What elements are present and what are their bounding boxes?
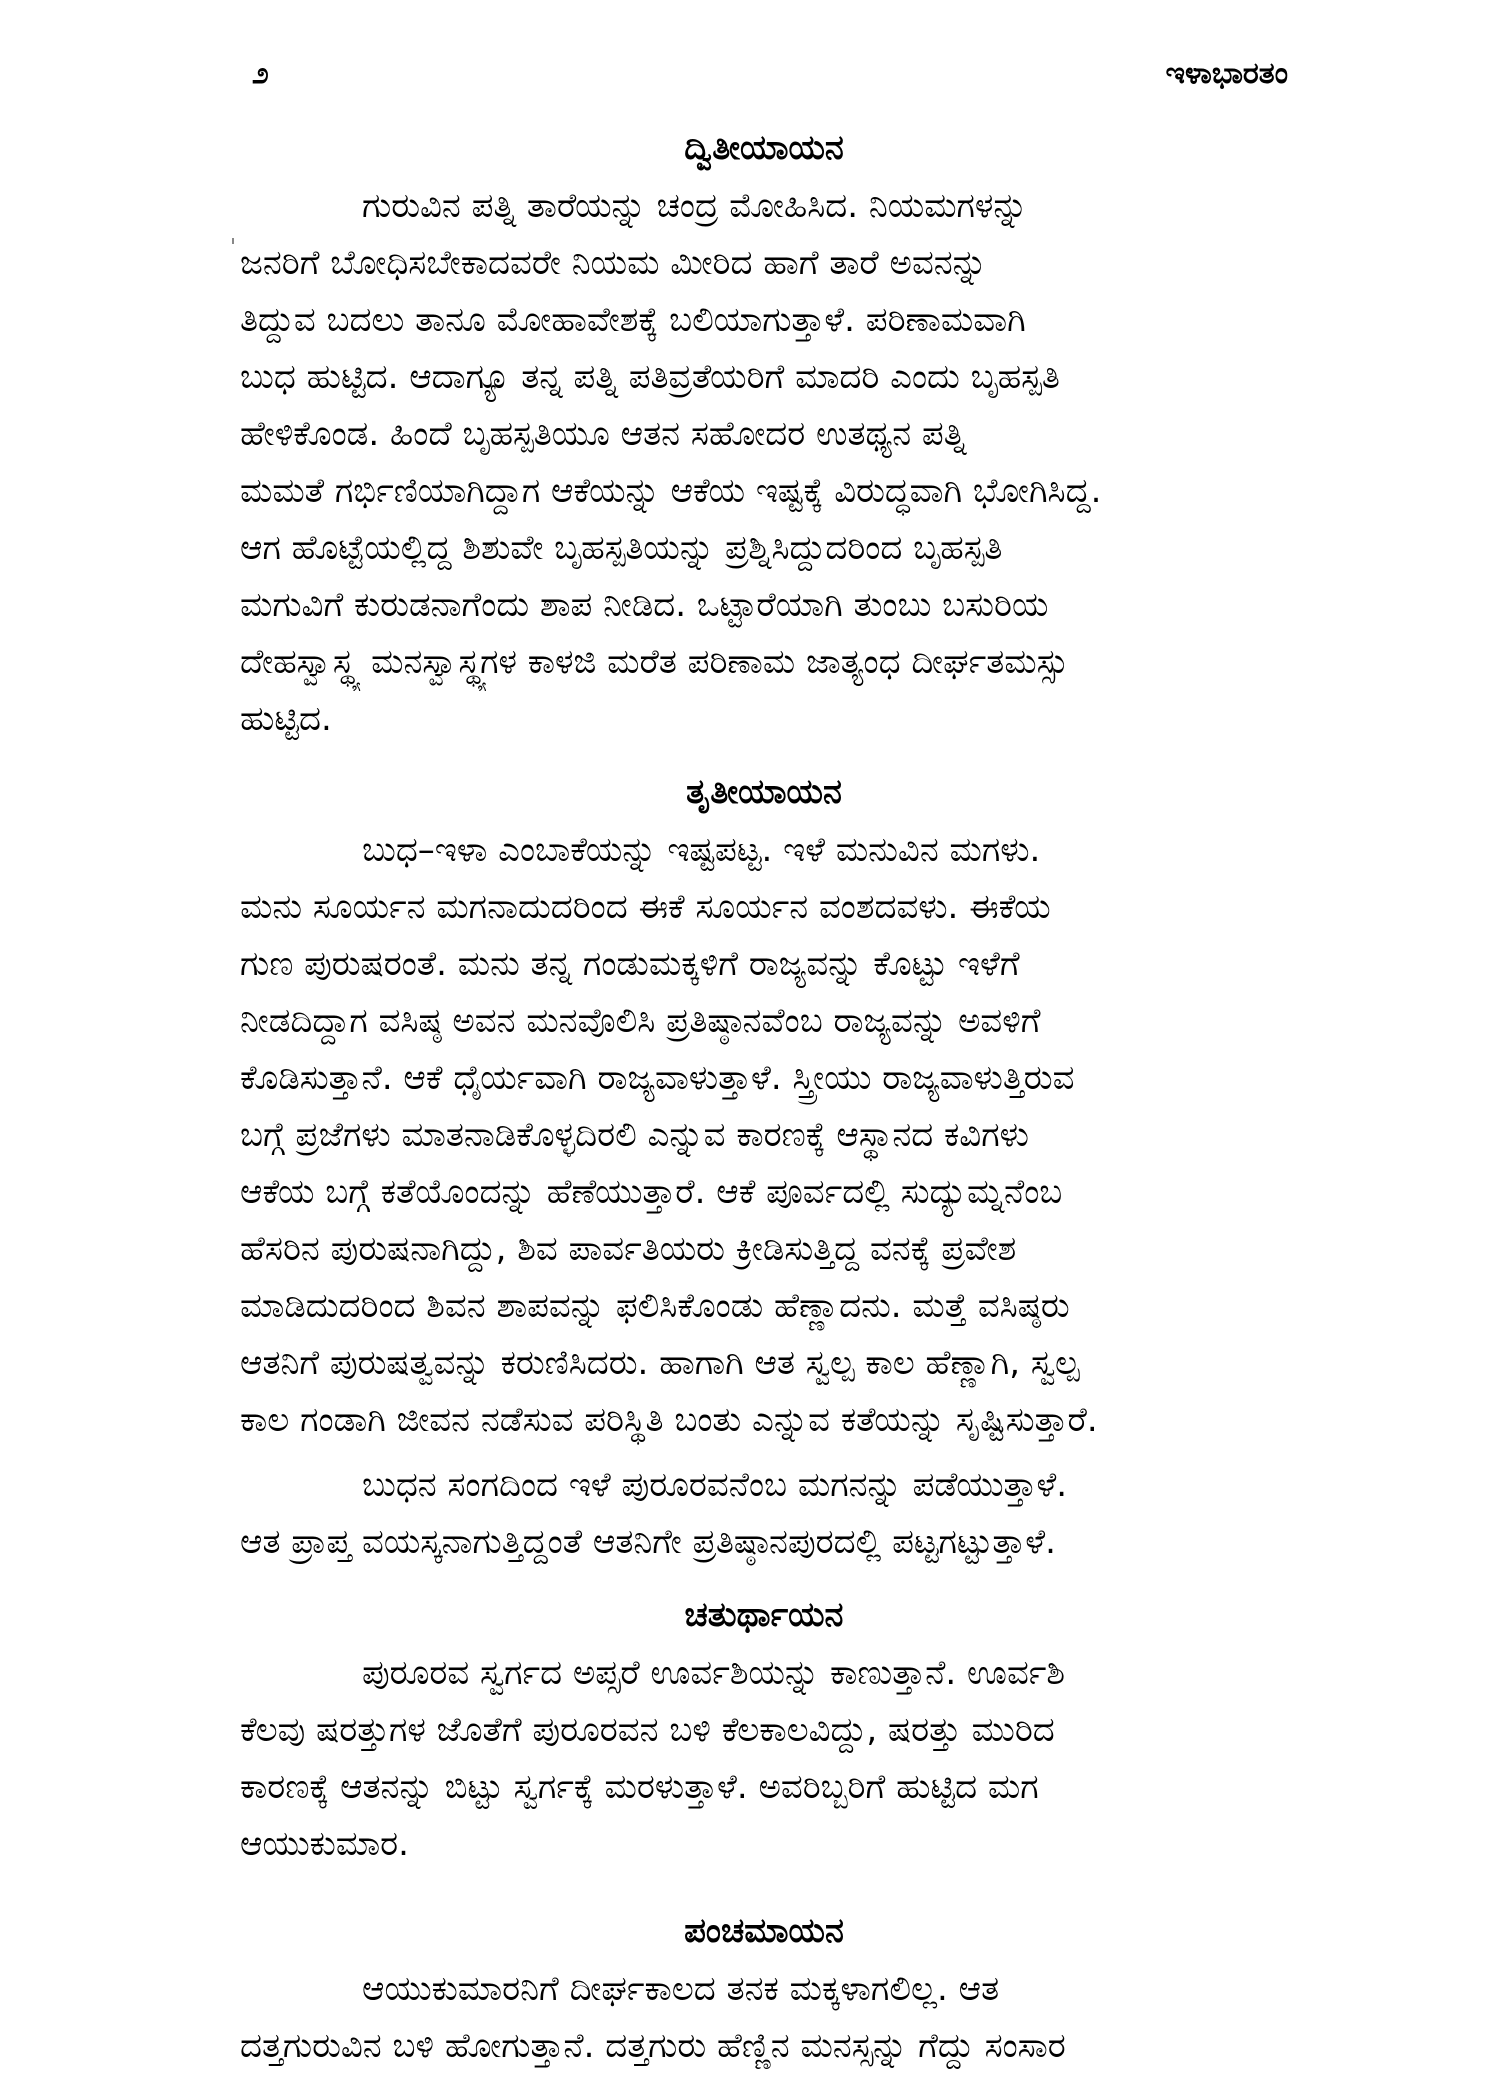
paragraph xyxy=(240,1457,1288,1571)
text-line: ಆಯುಕುಮಾರನಿಗೆ ದೀರ್ಘಕಾಲದ ತನಕ ಮಕ್ಕಳಾಗಲಿಲ್ಲ. ಆತ xyxy=(362,1969,1000,2009)
page-number: ೨ xyxy=(252,56,269,91)
paragraph xyxy=(240,822,1288,1449)
text-line: ದತ್ತಗುರುವಿನ ಬಳಿ ಹೋಗುತ್ತಾನೆ. ದತ್ತಗುರು ಹೆಣ್ಣಿನ ಮನಸ್ಸನ್ನು ಗೆದ್ದು ಸಂಸಾರ xyxy=(240,2026,1066,2066)
text-line: ಮಮತೆ ಗರ್ಭಿಣಿಯಾಗಿದ್ದಾಗ ಆಕೆಯನ್ನು ಆಕೆಯ ಇಷ್ಟಕ್ಕೆ ವಿರುದ್ಧವಾಗಿ ಭೋಗಿಸಿದ್ದ. xyxy=(240,471,1102,511)
text-line: ಬುಧ–ಇಳಾ ಎಂಬಾಕೆಯನ್ನು ಇಷ್ಟಪಟ್ಟ. ಇಳೆ ಮನುವಿನ ಮಗಳು. xyxy=(362,830,1041,870)
text-line: ಆಯುಕುಮಾರ. xyxy=(240,1824,409,1864)
book-page xyxy=(240,56,1288,2075)
text-line: ಮಗುವಿಗೆ ಕುರುಡನಾಗೆಂದು ಶಾಪ ನೀಡಿದ. ಒಟ್ಟಾರೆಯಾಗಿ ತುಂಬು ಬಸುರಿಯ xyxy=(240,585,1049,625)
text-line: ಬುಧ ಹುಟ್ಟಿದ. ಆದಾಗ್ಯೂ ತನ್ನ ಪತ್ನಿ ಪತಿವ್ರತೆಯರಿಗೆ ಮಾದರಿ ಎಂದು ಬೃಹಸ್ಪತಿ xyxy=(240,357,1060,397)
text-line: ಹೆಸರಿನ ಪುರುಷನಾಗಿದ್ದು, ಶಿವ ಪಾರ್ವತಿಯರು ಕ್ರೀಡಿಸುತ್ತಿದ್ದ ವನಕ್ಕೆ ಪ್ರವೇಶ xyxy=(240,1229,1017,1269)
text-line: ಕೆಲವು ಷರತ್ತುಗಳ ಜೊತೆಗೆ ಪುರೂರವನ ಬಳಿ ಕೆಲಕಾಲವಿದ್ದು, ಷರತ್ತು ಮುರಿದ xyxy=(240,1710,1055,1750)
text-line: ಪುರೂರವ ಸ್ವರ್ಗದ ಅಪ್ಸರೆ ಊರ್ವಶಿಯನ್ನು ಕಾಣುತ್ತಾನೆ. ಊರ್ವಶಿ xyxy=(362,1653,1066,1693)
text-line: ಕಾಲ ಗಂಡಾಗಿ ಜೀವನ ನಡೆಸುವ ಪರಿಸ್ಥಿತಿ ಬಂತು ಎನ್ನುವ ಕತೆಯನ್ನು ಸೃಷ್ಟಿಸುತ್ತಾರೆ. xyxy=(240,1400,1098,1440)
text-line: ನೀಡದಿದ್ದಾಗ ವಸಿಷ್ಠ ಅವನ ಮನವೊಲಿಸಿ ಪ್ರತಿಷ್ಠಾನವೆಂಬ ರಾಜ್ಯವನ್ನು ಅವಳಿಗೆ xyxy=(240,1001,1041,1041)
text-line: ಕಾರಣಕ್ಕೆ ಆತನನ್ನು ಬಿಟ್ಟು ಸ್ವರ್ಗಕ್ಕೆ ಮರಳುತ್ತಾಳೆ. ಅವರಿಬ್ಬರಿಗೆ ಹುಟ್ಟಿದ ಮಗ xyxy=(240,1767,1039,1807)
running-head xyxy=(240,56,1288,104)
text-line: ಜನರಿಗೆ ಬೋಧಿಸಬೇಕಾದವರೇ ನಿಯಮ ಮೀರಿದ ಹಾಗೆ ತಾರೆ ಅವನನ್ನು xyxy=(240,243,987,283)
paragraph xyxy=(240,1645,1288,1873)
section-heading-chaturthayana: ಚತುರ್ಥಾಯನ xyxy=(684,1595,844,1635)
text-line: ಬಗ್ಗೆ ಪ್ರಜೆಗಳು ಮಾತನಾಡಿಕೊಳ್ಳದಿರಲಿ ಎನ್ನುವ ಕಾರಣಕ್ಕೆ ಆಸ್ಥಾನದ ಕವಿಗಳು xyxy=(240,1115,1029,1155)
text-line: ಗುಣ ಪುರುಷರಂತೆ. ಮನು ತನ್ನ ಗಂಡುಮಕ್ಕಳಿಗೆ ರಾಜ್ಯವನ್ನು ಕೊಟ್ಟು ಇಳೆಗೆ xyxy=(240,944,1020,984)
paragraph xyxy=(240,178,1288,748)
text-line: ದೇಹಸ್ವಾಸ್ಥ್ಯ ಮನಸ್ವಾಸ್ಥ್ಯಗಳ ಕಾಳಜಿ ಮರೆತ ಪರಿಣಾಮ ಜಾತ್ಯಂಧ ದೀರ್ಘತಮಸ್ಸು xyxy=(240,642,1069,682)
margin-speck xyxy=(232,238,234,244)
text-line: ಮನು ಸೂರ್ಯನ ಮಗನಾದುದರಿಂದ ಈಕೆ ಸೂರ್ಯನ ವಂಶದವಳು. ಈಕೆಯ xyxy=(240,887,1051,927)
text-line: ತಿದ್ದುವ ಬದಲು ತಾನೂ ಮೋಹಾವೇಶಕ್ಕೆ ಬಲಿಯಾಗುತ್ತಾಳೆ. ಪರಿಣಾಮವಾಗಿ xyxy=(240,300,1026,340)
text-line: ಆಗ ಹೊಟ್ಟೆಯಲ್ಲಿದ್ದ ಶಿಶುವೇ ಬೃಹಸ್ಪತಿಯನ್ನು ಪ್ರಶ್ನಿಸಿದ್ದುದರಿಂದ ಬೃಹಸ್ಪತಿ xyxy=(240,528,1003,568)
text-line: ಹೇಳಿಕೊಂಡ. ಹಿಂದೆ ಬೃಹಸ್ಪತಿಯೂ ಆತನ ಸಹೋದರ ಉತಥ್ಯನ ಪತ್ನಿ xyxy=(240,414,967,454)
text-line: ಆಕೆಯ ಬಗ್ಗೆ ಕತೆಯೊಂದನ್ನು ಹೆಣೆಯುತ್ತಾರೆ. ಆಕೆ ಪೂರ್ವದಲ್ಲಿ ಸುದ್ಯುಮ್ನನೆಂಬ xyxy=(240,1172,1063,1212)
section-heading-dvitiyayana: ದ್ವಿತೀಯಾಯನ xyxy=(684,128,844,168)
text-line: ಆತ ಪ್ರಾಪ್ತ ವಯಸ್ಕನಾಗುತ್ತಿದ್ದಂತೆ ಆತನಿಗೇ ಪ್ರತಿಷ್ಠಾನಪುರದಲ್ಲಿ ಪಟ್ಟಗಟ್ಟುತ್ತಾಳೆ. xyxy=(240,1522,1056,1562)
text-line: ಬುಧನ ಸಂಗದಿಂದ ಇಳೆ ಪುರೂರವನೆಂಬ ಮಗನನ್ನು ಪಡೆಯುತ್ತಾಳೆ. xyxy=(362,1465,1068,1505)
text-line: ಹುಟ್ಟಿದ. xyxy=(240,699,332,739)
text-line: ಗುರುವಿನ ಪತ್ನಿ ತಾರೆಯನ್ನು ಚಂದ್ರ ಮೋಹಿಸಿದ. ನಿಯಮಗಳನ್ನು xyxy=(362,186,1028,226)
section-heading-panchamayana: ಪಂಚಮಾಯನ xyxy=(684,1911,844,1951)
text-line: ಮಾಡಿದುದರಿಂದ ಶಿವನ ಶಾಪವನ್ನು ಫಲಿಸಿಕೊಂಡು ಹೆಣ್ಣಾದನು. ಮತ್ತೆ ವಸಿಷ್ಠರು xyxy=(240,1286,1070,1326)
book-title: ಇಳಾಭಾರತಂ xyxy=(1165,56,1288,91)
text-line: ಆತನಿಗೆ ಪುರುಷತ್ವವನ್ನು ಕರುಣಿಸಿದರು. ಹಾಗಾಗಿ ಆತ ಸ್ವಲ್ಪ ಕಾಲ ಹೆಣ್ಣಾಗಿ, ಸ್ವಲ್ಪ xyxy=(240,1343,1080,1383)
paragraph xyxy=(240,1961,1288,2075)
section-heading-tritiyayana: ತೃತೀಯಾಯನ xyxy=(686,772,842,812)
text-line: ಕೊಡಿಸುತ್ತಾನೆ. ಆಕೆ ಧೈರ್ಯವಾಗಿ ರಾಜ್ಯವಾಳುತ್ತಾಳೆ. ಸ್ತ್ರೀಯು ರಾಜ್ಯವಾಳುತ್ತಿರುವ xyxy=(240,1058,1075,1098)
